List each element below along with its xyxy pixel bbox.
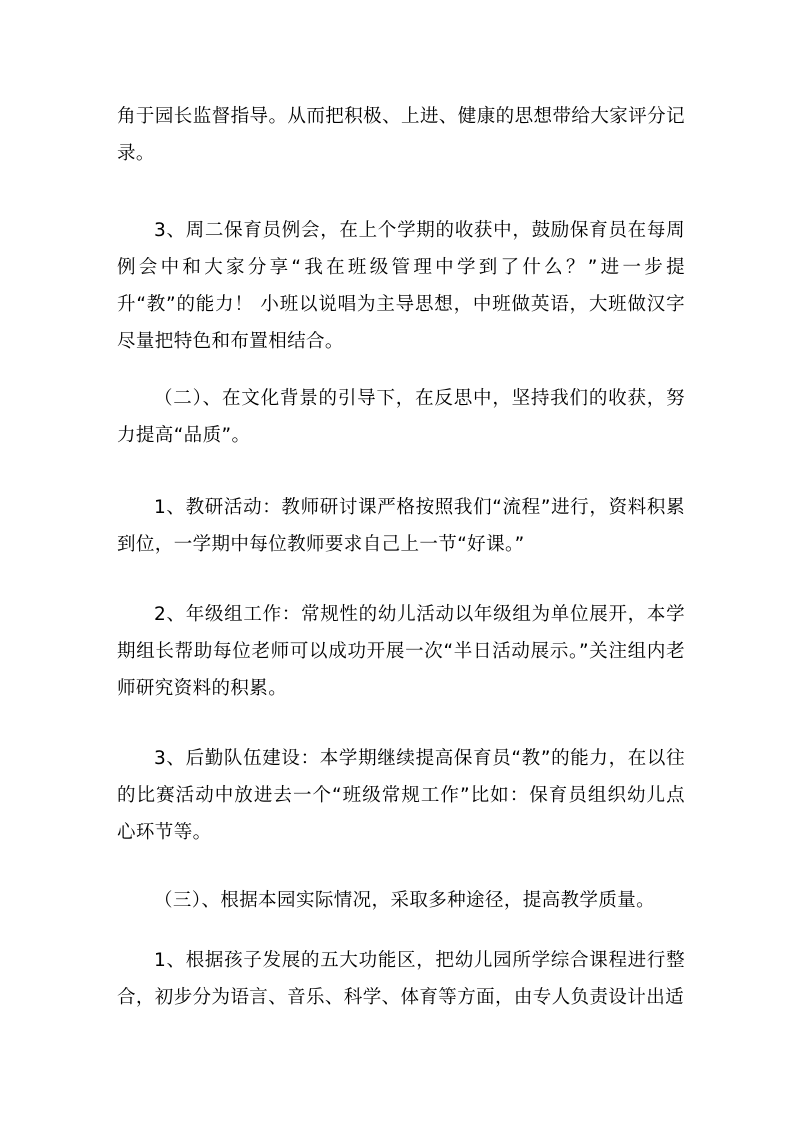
paragraph-function-areas: 1、根据孩子发展的五大功能区，把幼儿园所学综合课程进行整合，初步分为语言、音乐、科学、体育等方面，由专人负责设计出适: [117, 950, 685, 1008]
paragraph-grade-group: 2、年级组工作：常规性的幼儿活动以年级组为单位展开，本学期组长帮助每位老师可以成功开展一次“半日活动展示。”关注组内老师研究资料的积累。: [117, 604, 685, 699]
section-heading-two: （二）、在文化背景的引导下，在反思中，坚持我们的收获，努力提高“品质”。: [117, 388, 685, 446]
section-heading-three: （三）、根据本园实际情况，采取多种途径，提高教学质量。: [154, 890, 656, 911]
paragraph-logistics-team: 3、后勤队伍建设：本学期继续提高保育员“教”的能力，在以往的比赛活动中放进去一个“班级常规工作”比如：保育员组织幼儿点心环节等。: [117, 748, 685, 843]
paragraph-staff-meeting: 3、周二保育员例会，在上个学期的收获中，鼓励保育员在每周例会中和大家分享“我在班级管理中学到了什么？”进一步提升“教”的能力！ 小班以说唱为主导思想，中班做英语，大班做汉字尽量把特色和布置相结合。: [117, 220, 685, 352]
paragraph-teaching-research: 1、教研活动：教师研讨课严格按照我们“流程”进行，资料积累到位，一学期中每位教师要求自己上一节“好课。”: [117, 497, 685, 555]
paragraph-continuation: 角于园长监督指导。从而把积极、上进、健康的思想带给大家评分记录。: [117, 106, 685, 164]
